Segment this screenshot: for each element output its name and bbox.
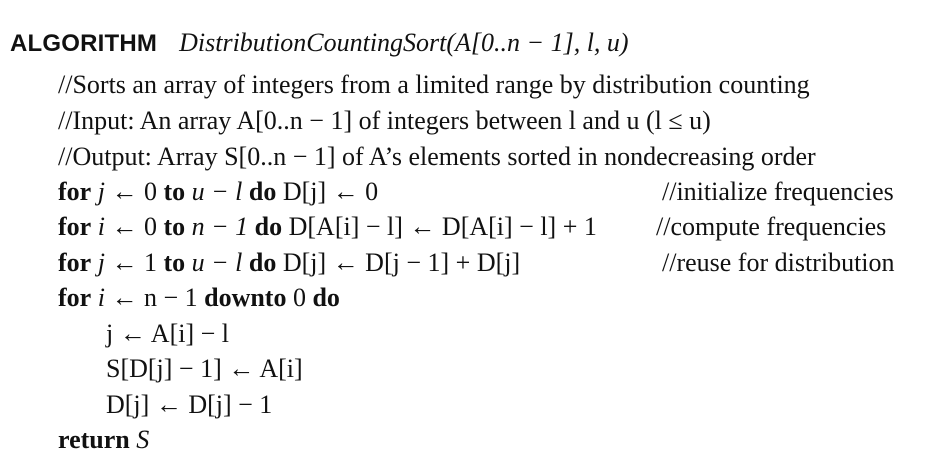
keyword-downto: downto <box>204 283 287 312</box>
comment-input: //Input: An array A[0..n − 1] of integers between l and u (l ≤ u) <box>58 106 711 135</box>
comment-output: //Output: Array S[0..n − 1] of A’s elements sorted in nondecreasing order <box>58 142 816 171</box>
algorithm-header <box>10 28 629 59</box>
loop-variable: i <box>97 212 105 241</box>
loop-bound: n − 1 <box>191 212 249 241</box>
keyword-for: for <box>58 248 92 277</box>
loop-variable: j <box>97 177 105 206</box>
keyword-return: return <box>58 425 130 454</box>
return-value: S <box>136 425 150 454</box>
inline-comment: //compute frequencies <box>656 212 887 241</box>
loop-start: ← 0 <box>111 177 157 206</box>
loop-start: ← 0 <box>111 212 157 241</box>
code-line-3 <box>58 248 928 280</box>
loop-start: ← 1 <box>111 248 157 277</box>
loop-bound: u − l <box>191 177 243 206</box>
keyword-do: do <box>254 212 283 241</box>
keyword-for: for <box>58 283 92 312</box>
loop-variable: i <box>97 283 105 312</box>
loop-body-line: j ← A[i] − l <box>106 319 229 348</box>
keyword-for: for <box>58 212 92 241</box>
keyword-to: to <box>163 248 186 277</box>
inline-comment: //reuse for distribution <box>662 248 895 277</box>
loop-bound: 0 <box>292 283 306 312</box>
keyword-to: to <box>163 177 186 206</box>
return-line <box>58 425 149 455</box>
inline-comment: //initialize frequencies <box>662 177 894 206</box>
loop-statement: D[j] ← D[j − 1] + D[j] <box>282 248 521 277</box>
keyword-do: do <box>248 248 277 277</box>
loop-bound: u − l <box>191 248 243 277</box>
loop-body-line: D[j] ← D[j] − 1 <box>106 390 273 419</box>
code-line-2 <box>58 212 928 244</box>
algorithm-keyword: ALGORITHM <box>10 30 158 57</box>
loop-body-line: S[D[j] − 1] ← A[i] <box>106 354 303 383</box>
loop-statement: D[j] ← 0 <box>282 177 379 206</box>
code-line-1 <box>58 177 928 209</box>
loop-statement: D[A[i] − l] ← D[A[i] − l] + 1 <box>288 212 597 241</box>
algorithm-signature: DistributionCountingSort(A[0..n − 1], l, u) <box>179 28 629 57</box>
keyword-to: to <box>163 212 186 241</box>
keyword-for: for <box>58 177 92 206</box>
comment-purpose: //Sorts an array of integers from a limited range by distribution counting <box>58 70 810 99</box>
loop-variable: j <box>97 248 105 277</box>
loop-start: ← n − 1 <box>111 283 198 312</box>
code-line-4 <box>58 283 340 313</box>
keyword-do: do <box>248 177 277 206</box>
keyword-do: do <box>312 283 340 312</box>
